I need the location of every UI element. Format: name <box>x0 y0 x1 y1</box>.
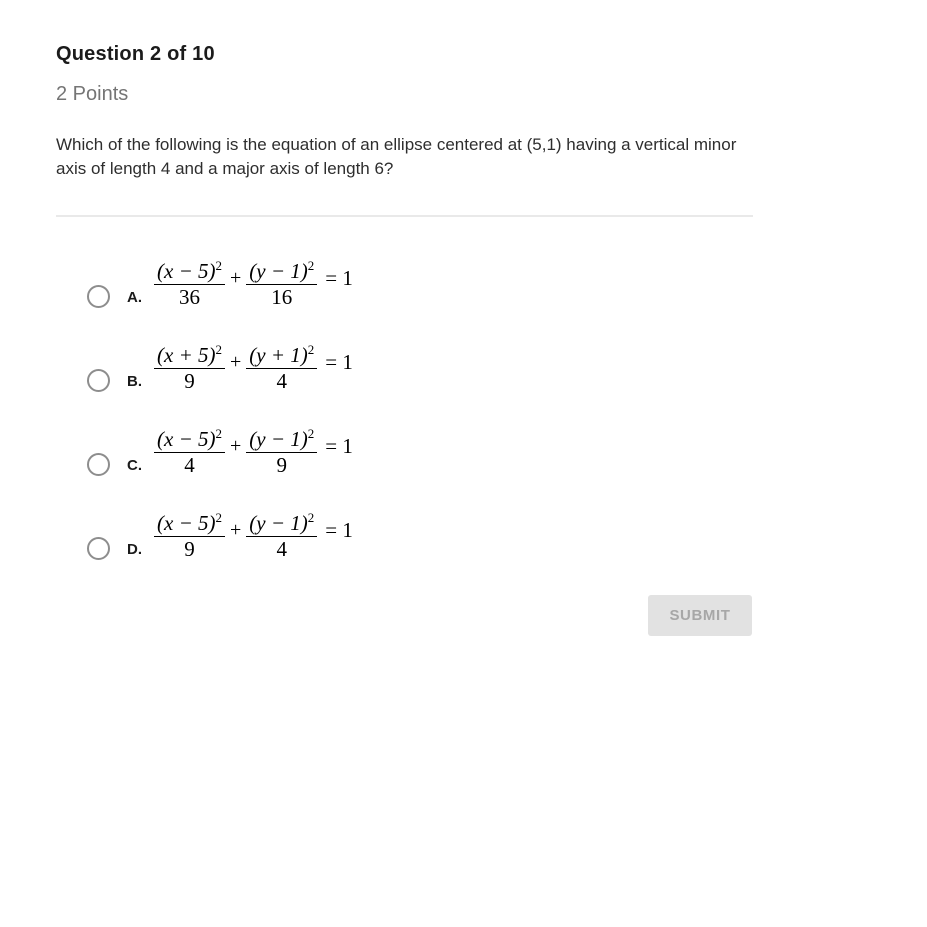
equals-one: = 1 <box>325 434 353 459</box>
option-formula-d <box>154 511 353 561</box>
fraction: $\frac{(x + 5)^2}{9}$ <box>154 343 225 393</box>
plus-operator: + <box>229 267 242 290</box>
radio-option-c[interactable] <box>87 453 110 476</box>
equals-one: = 1 <box>325 266 353 291</box>
option-row-c <box>87 413 927 477</box>
plus-operator: + <box>229 435 242 458</box>
equals-one: = 1 <box>325 350 353 375</box>
option-letter: D. <box>127 541 142 558</box>
equals-one: = 1 <box>325 518 353 543</box>
plus-operator: + <box>229 519 242 542</box>
fraction: $\frac{(x - 5)^2}{9}$ <box>154 511 225 561</box>
fraction: $\frac{(y - 1)^2}{16}$ <box>246 259 317 309</box>
option-row-d <box>87 497 927 561</box>
submit-button[interactable]: SUBMIT <box>648 595 752 636</box>
option-letter: A. <box>127 289 142 306</box>
fraction: $\frac{(y - 1)^2}{9}$ <box>246 427 317 477</box>
question-text: Which of the following is the equation of an ellipse centered at (5,1) having a vertical minor axis of length 4 and a major axis of length 6? <box>56 135 737 178</box>
radio-option-a[interactable] <box>87 285 110 308</box>
option-row-a <box>87 245 927 309</box>
option-formula-c <box>154 427 353 477</box>
fraction: $\frac{(y + 1)^2}{4}$ <box>246 343 317 393</box>
radio-option-b[interactable] <box>87 369 110 392</box>
fraction: $\frac{(y - 1)^2}{4}$ <box>246 511 317 561</box>
divider <box>56 215 753 217</box>
option-formula-a <box>154 259 353 309</box>
option-row-b <box>87 329 927 393</box>
question-counter: Question 2 of 10 <box>56 43 215 65</box>
option-letter: C. <box>127 457 142 474</box>
option-letter: B. <box>127 373 142 390</box>
option-formula-b <box>154 343 353 393</box>
question-points: 2 Points <box>56 83 129 105</box>
answer-options <box>56 245 927 561</box>
radio-option-d[interactable] <box>87 537 110 560</box>
plus-operator: + <box>229 351 242 374</box>
fraction: $\frac{(x - 5)^2}{4}$ <box>154 427 225 477</box>
fraction: $\frac{(x - 5)^2}{36}$ <box>154 259 225 309</box>
